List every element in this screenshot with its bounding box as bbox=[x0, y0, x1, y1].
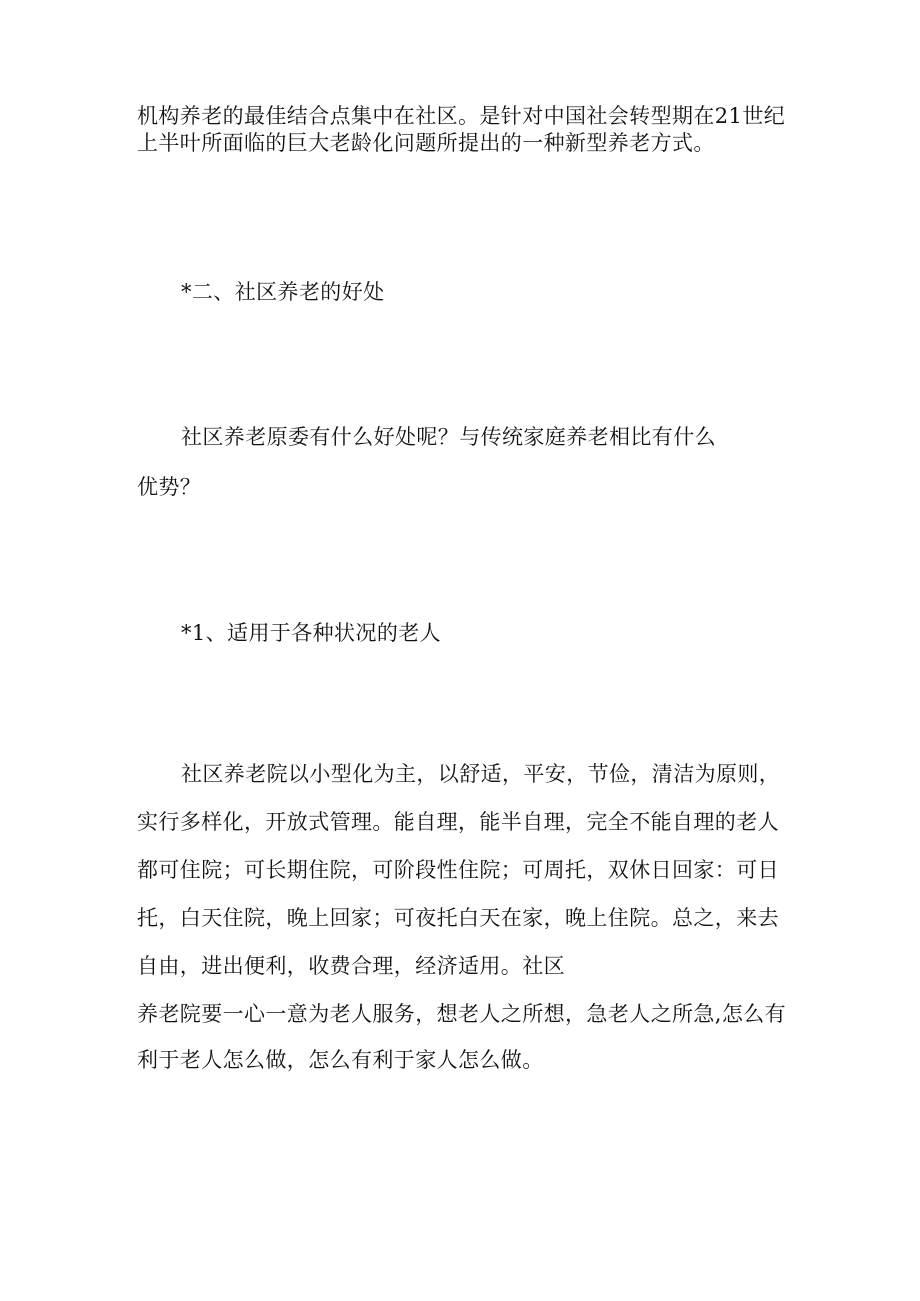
paragraph-line: 养老院要一心一意为老人服务，想老人之所想，急老人之所急,怎么有 bbox=[137, 1002, 787, 1026]
paragraph-line: 实行多样化，开放式管理。能自理，能半自理，完全不能自理的老人 bbox=[137, 810, 779, 834]
intro-line-1: 机构养老的最佳结合点集中在社区。是针对中国社会转型期在21世纪 bbox=[137, 104, 786, 128]
paragraph-line: 社区养老院以小型化为主，以舒适，平安，节俭，清洁为原则， bbox=[181, 762, 781, 786]
section-heading: *二、社区养老的好处 bbox=[181, 280, 385, 304]
subsection-heading: *1、适用于各种状况的老人 bbox=[181, 621, 442, 645]
intro-line-2: 上半叶所面临的巨大老龄化问题所提出的一种新型养老方式。 bbox=[137, 131, 715, 155]
question-line-1: 社区养老原委有什么好处呢？与传统家庭养老相比有什么 bbox=[181, 425, 716, 449]
paragraph-line: 都可住院；可长期住院，可阶段性住院；可周托，双休日回家：可日 bbox=[137, 858, 779, 882]
paragraph-line: 托，白天住院，晚上回家；可夜托白天在家，晚上住院。总之，来去 bbox=[137, 906, 779, 930]
question-line-2: 优势？ bbox=[137, 475, 202, 499]
paragraph-line: 利于老人怎么做，怎么有利于家人怎么做。 bbox=[137, 1048, 544, 1072]
paragraph-line: 自由，进出便利，收费合理，经济适用。社区 bbox=[137, 954, 565, 978]
